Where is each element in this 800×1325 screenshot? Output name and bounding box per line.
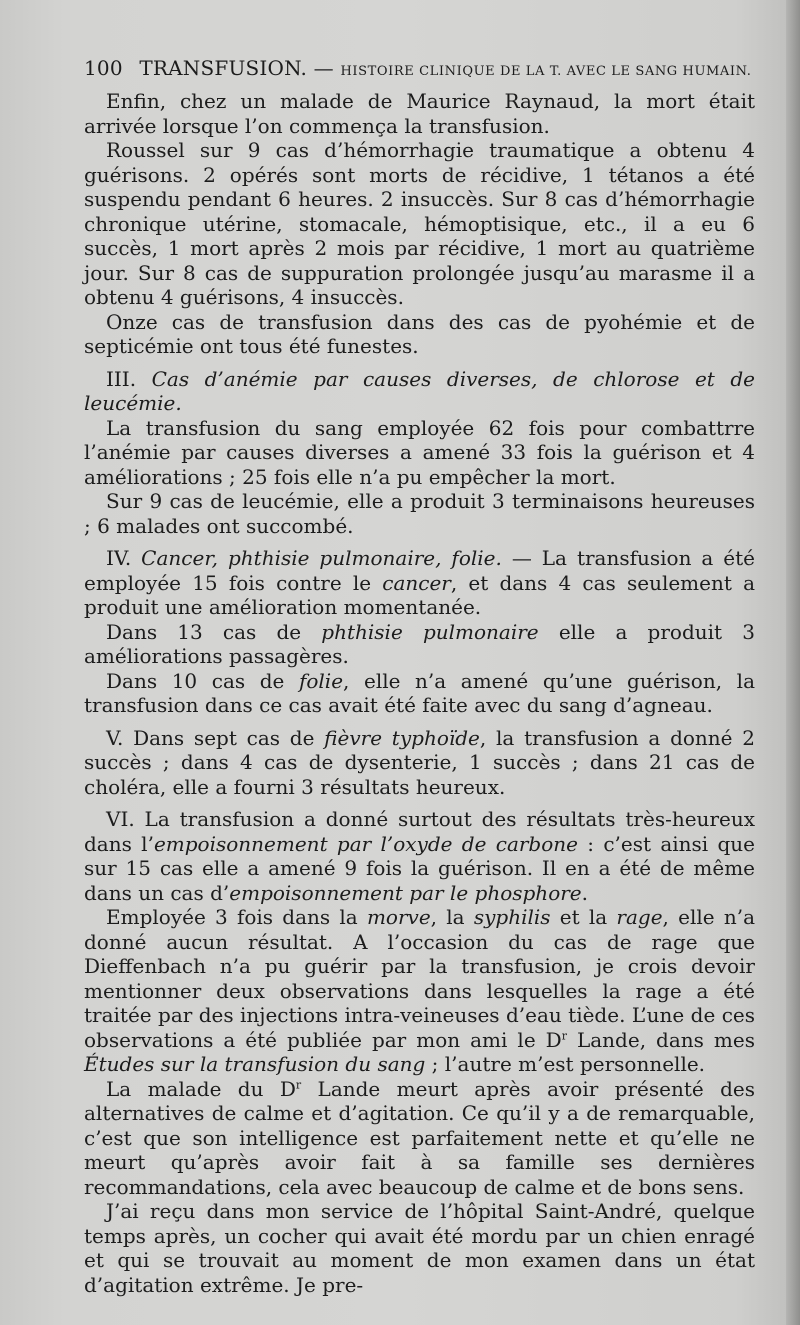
- italic-run: empoisonnement par l’oxyde de carbone: [153, 831, 578, 856]
- text-run: Employée 3 fois dans la: [106, 905, 367, 929]
- text-run: , elle n’a amené qu’une guérison, la transfusion dans ce cas avait été faite avec du sang d’agneau.: [84, 668, 755, 717]
- text-run: , et dans 4 cas seulement a produit une amélioration momentanée.: [84, 570, 756, 619]
- paragraph: [84, 669, 755, 718]
- section-iv: [84, 546, 755, 620]
- italic-run: syphilis: [473, 905, 551, 929]
- paragraph: Roussel sur 9 cas d’hémorrhagie traumatique a obtenu 4 guérisons. 2 opérés sont morts de récidive, 1 tétanos a été suspendu pendant 6 heures. 2 insuccès. Sur 8 cas d’hémorrhagie chronique utérine, stomacale, hémoptisique, etc., il a eu 6 succès, 1 mort après 2 mois par récidive, 1 mort au quatrième jour. Sur 8 cas de suppuration prolongée jusqu’au marasme il a obtenu 4 guérisons, 4 insuccès.: [84, 138, 755, 309]
- paragraph: Enfin, chez un malade de Maurice Raynaud, la mort était arrivée lorsque l’on commença la transfusion.: [84, 89, 755, 138]
- text-run: Dans 13 cas de: [106, 619, 322, 644]
- section-vi: [84, 807, 755, 905]
- italic-run: Études sur la transfusion du sang: [84, 1052, 426, 1076]
- superscript: r: [295, 1077, 302, 1091]
- page-edge: [786, 0, 800, 1325]
- italic-run: folie: [298, 668, 344, 693]
- section-number: IV.: [106, 546, 132, 570]
- text-run: — La transfusion a été employée 15 fois contre le: [84, 546, 756, 595]
- text-run: , la: [430, 905, 474, 929]
- text-run: Dans 10 cas de: [106, 668, 299, 693]
- text-run: et la: [550, 905, 617, 929]
- italic-run: fièvre typhoïde: [324, 725, 480, 750]
- page-number: 100: [84, 56, 123, 80]
- section-iii-heading: [84, 367, 755, 416]
- running-header: [84, 56, 764, 80]
- section-v: [84, 726, 755, 800]
- text-run: , elle n’a donné aucun résultat. A l’occasion du cas de rage que Dieffenbach n’a pu guérir par la transfusion, je crois devoir mentionner deux observations dans lesquelles la rage a été traitée par des injections intra-veineuses d’eau tiède. L’une de ces observations a été publiée par mon ami le D: [84, 905, 755, 1052]
- paragraph: Onze cas de transfusion dans des cas de pyohémie et de septicémie ont tous été funestes.: [84, 309, 755, 358]
- text-run: ; l’autre m’est personnelle.: [425, 1052, 706, 1076]
- paragraph: [84, 620, 755, 669]
- text-run: elle a produit 3 améliorations passagères.: [84, 619, 755, 668]
- italic-run: morve: [366, 905, 431, 929]
- paragraph: Sur 9 cas de leucémie, elle a produit 3 terminaisons heureuses ; 6 malades ont succombé.: [84, 489, 755, 538]
- body-text: [84, 89, 755, 1297]
- section-number: III.: [106, 366, 137, 391]
- paragraph: [84, 905, 755, 1077]
- superscript: r: [561, 1028, 567, 1042]
- section-title: Cas d’anémie par causes diverses, de chlorose et de leucémie.: [84, 366, 756, 415]
- paragraph: J’ai reçu dans mon service de l’hôpital Saint-André, quelque temps après, un cocher qui avait été mordu par un chien enragé et qui se trouvait au moment de mon examen dans un état d’agitation extrême. Je pre-: [84, 1199, 755, 1297]
- italic-run: phthisie pulmonaire: [321, 619, 539, 644]
- paragraph: [84, 1077, 755, 1200]
- running-subtitle: HISTOIRE CLINIQUE DE LA T. AVEC LE SANG HUMAIN.: [340, 64, 752, 79]
- text-run: La malade du D: [106, 1076, 296, 1101]
- running-title: TRANSFUSION.: [139, 56, 308, 80]
- text-run: , la transfusion a donné 2 succès ; dans 4 cas de dysenterie, 1 succès ; dans 21 cas de choléra, elle a fourni 3 résultats heureux.: [84, 725, 755, 799]
- text-run: Lande, dans mes: [566, 1027, 756, 1052]
- text-run: .: [581, 880, 588, 905]
- text-run: : c’est ainsi que sur 15 cas elle a amené 9 fois la guérison. Il en a été de même dans un cas d’: [84, 831, 755, 905]
- italic-run: empoisonnement par le phosphore: [229, 880, 582, 905]
- italic-run: cancer: [382, 570, 451, 595]
- italic-run: rage: [616, 905, 663, 929]
- header-dash: —: [313, 56, 334, 80]
- text-run: V. Dans sept cas de: [106, 725, 325, 750]
- paragraph: La transfusion du sang employée 62 fois pour combattrre l’anémie par causes diverses a amené 33 fois la guérison et 4 améliorations ; 25 fois elle n’a pu empêcher la mort.: [84, 415, 755, 489]
- text-run: VI. La transfusion a donné surtout des résultats très-heureux dans l’: [84, 807, 755, 856]
- text-run: Lande meurt après avoir présenté des alternatives de calme et d’agitation. Ce qu’il y a de remarquable, c’est que son intelligence est parfaitement nette et qu’elle ne meurt qu’après avoir fait à sa famille ses dernières recommandations, cela avec beaucoup de calme et de bons sens.: [84, 1076, 755, 1199]
- section-title: Cancer, phthisie pulmonaire, folie.: [141, 546, 502, 570]
